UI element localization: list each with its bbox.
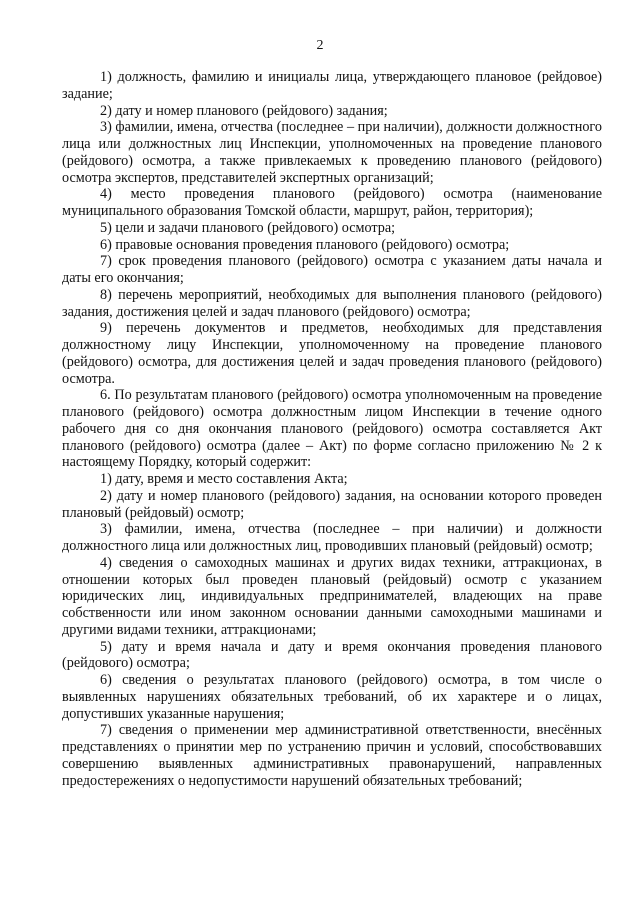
list-item-inspection-period: 7) срок проведения планового (рейдового) осмотра с указанием даты начала и даты его окончания; xyxy=(62,253,602,286)
list-item-task-date-number: 2) дату и номер планового (рейдового) задания; xyxy=(100,102,388,119)
act-item-measures: 7) сведения о применении мер административной ответственности, внесённых представлениях о принятии мер по устранению причин и условий, способствовавших совершению выявленных административных правонарушений, направленных предостережениях о недопустимости нарушений обязательных требований; xyxy=(62,722,602,789)
act-item-officials: 3) фамилии, имена, отчества (последнее – при наличии) и должности должностного лица или должностных лиц, проводивших плановый (рейдовый) осмотр; xyxy=(62,521,602,554)
list-item-official-approving: 1) должность, фамилию и инициалы лица, утверждающего плановое (рейдовое) задание; xyxy=(62,69,602,102)
list-item-documents: 9) перечень документов и предметов, необходимых для представления должностному лицу Инспекции, уполномоченному на проведение планового (рейдового) осмотра, для достижения целей и задач проведения планового (рейдового) осмотра. xyxy=(62,320,602,387)
act-item-date-place: 1) дату, время и место составления Акта; xyxy=(100,471,348,487)
document-body xyxy=(62,69,602,789)
act-item-task-reference: 2) дату и номер планового (рейдового) задания, на основании которого проведен плановый (рейдовый) осмотр; xyxy=(62,487,602,521)
act-item-machinery-info: 4) сведения о самоходных машинах и других видах техники, аттракционах, в отношении которых был проведен плановый (рейдовый) осмотр с указанием юридических лиц, индивидуальных предпринимателей, владеющих на праве собственности или ином законном основании данными самоходными машинами и другими видами техники, аттракционами; xyxy=(62,554,602,638)
act-item-results: 6) сведения о результатах планового (рейдового) осмотра, в том числе о выявленных нарушениях обязательных требований, об их характере и о лицах, допустивших указанные нарушения; xyxy=(62,672,602,722)
list-item-legal-grounds: 6) правовые основания проведения планового (рейдового) осмотра; xyxy=(100,236,510,253)
section-6-paragraph: 6. По результатам планового (рейдового) осмотра уполномоченным на проведение планового (рейдового) осмотра должностным лицом Инспекции в течение одного рабочего дня со дня окончания планового (рейдового) осмотра составляется Акт планового (рейдового) осмотра (далее – Акт) по форме согласно приложению № 2 к настоящему Порядку, который содержит: xyxy=(62,387,602,471)
list-item-goals: 5) цели и задачи планового (рейдового) осмотра; xyxy=(100,219,396,236)
list-item-officials-names: 3) фамилии, имена, отчества (последнее – при наличии), должности должностного лица или должностных лиц Инспекции, уполномоченных на проведение планового (рейдового) осмотра, а также привлекаемых к проведению планового (рейдового) осмотра экспертов, представителей экспертных организаций; xyxy=(62,119,602,186)
act-item-start-end-time: 5) дату и время начала и дату и время окончания проведения планового (рейдового) осмотра; xyxy=(62,638,602,672)
list-item-inspection-place: 4) место проведения планового (рейдового) осмотра (наименование муниципального образования Томской области, маршрут, район, территория); xyxy=(62,186,602,219)
list-item-activities: 8) перечень мероприятий, необходимых для выполнения планового (рейдового) задания, достижения целей и задач планового (рейдового) осмотра; xyxy=(62,286,602,320)
page-number: 2 xyxy=(316,38,324,53)
